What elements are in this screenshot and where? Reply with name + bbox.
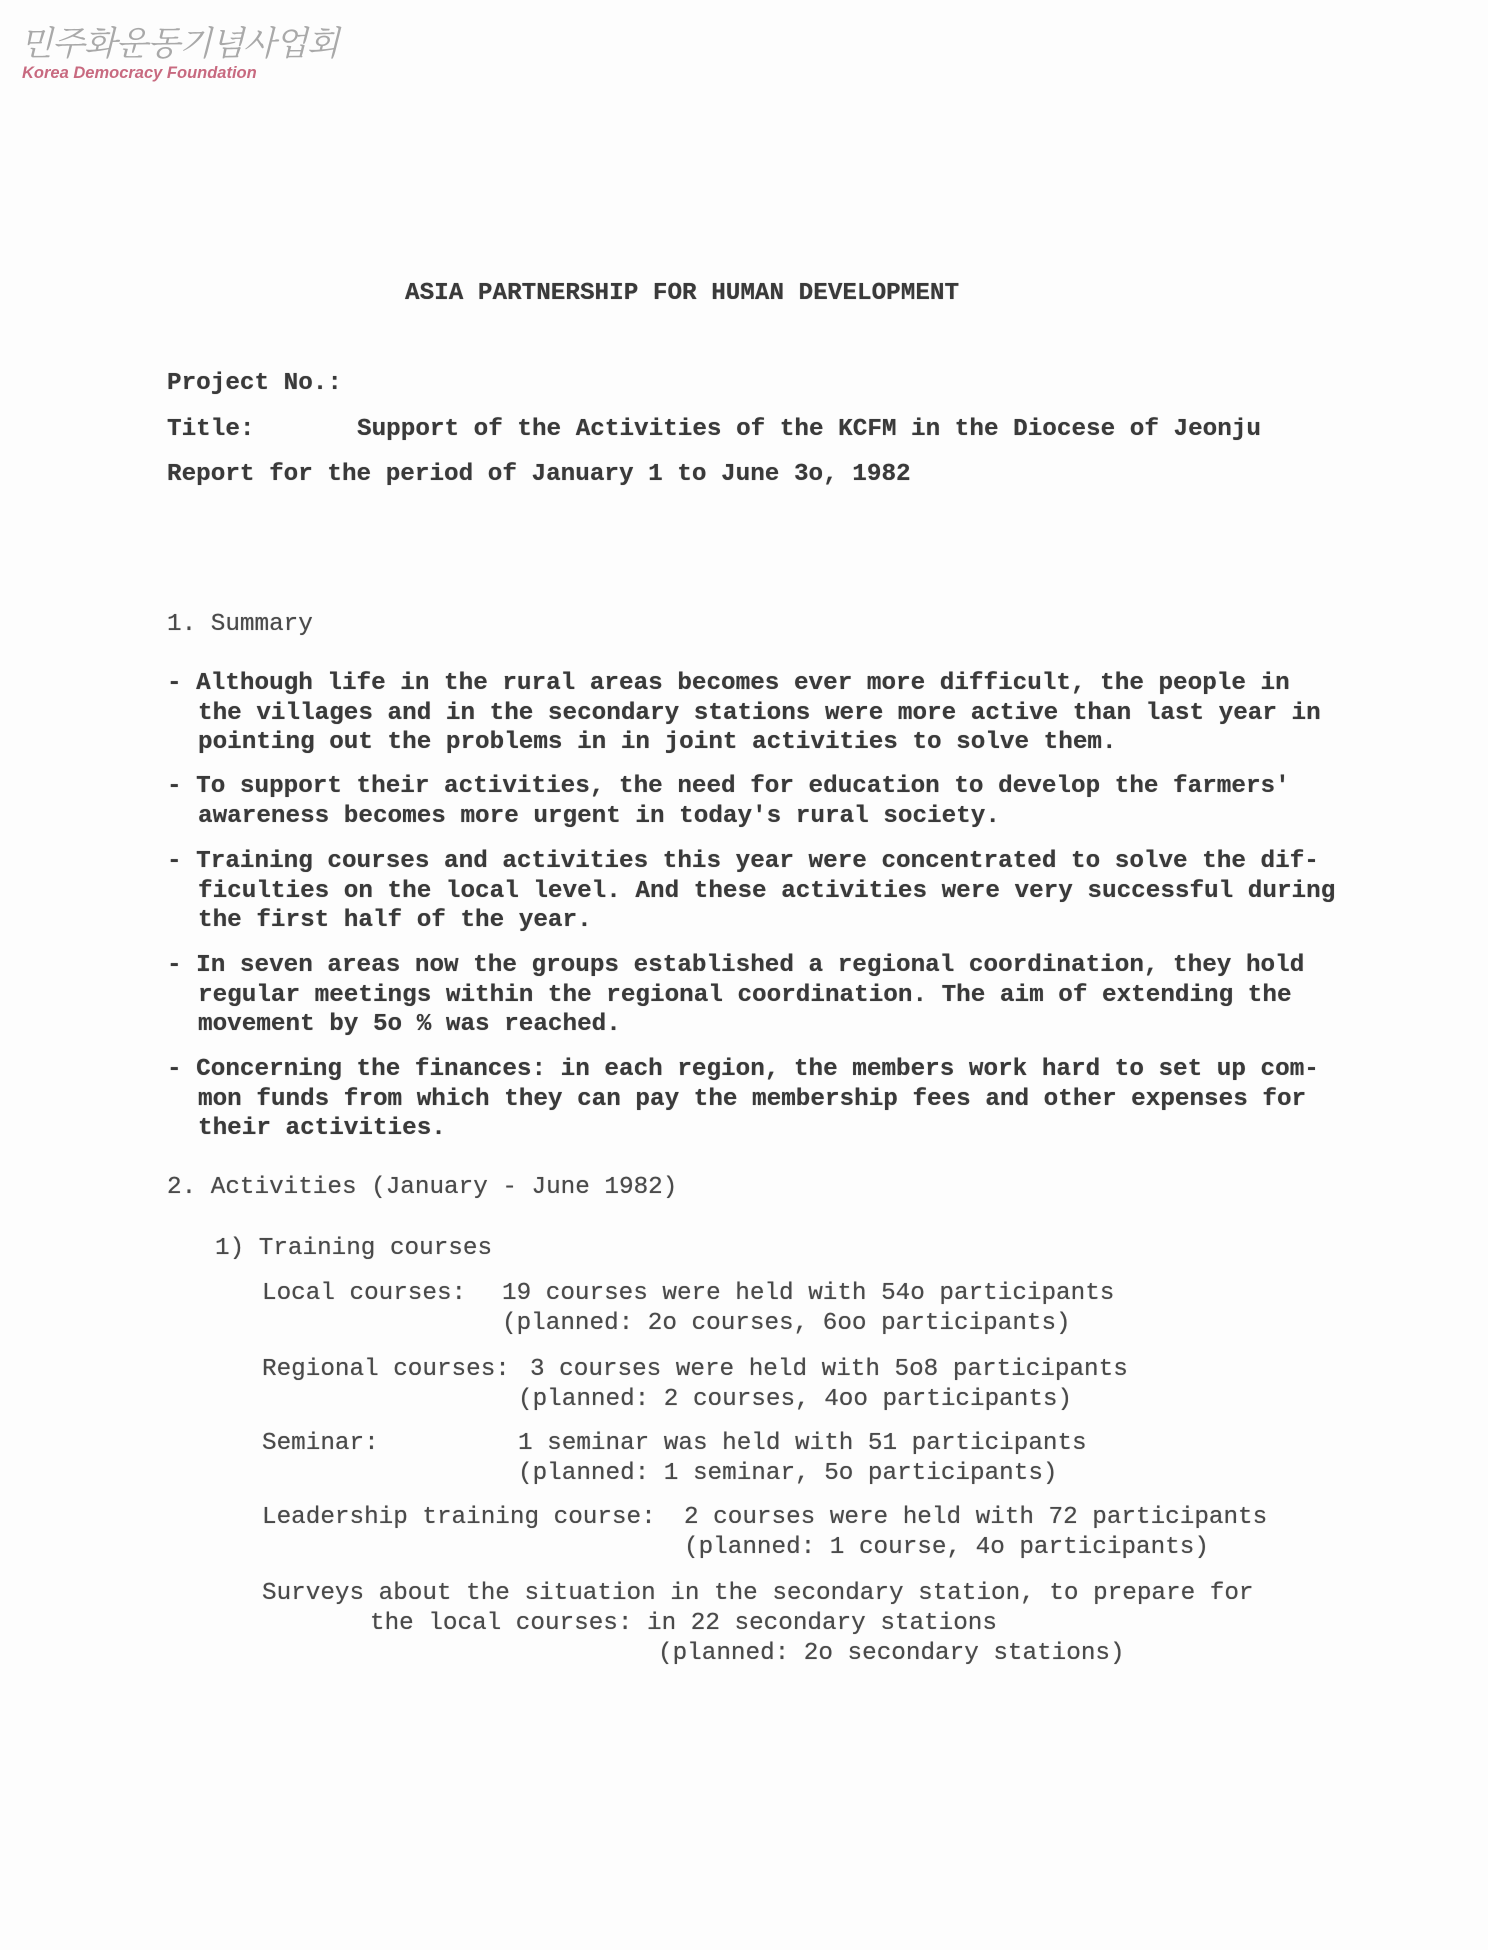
bullet-line: - In seven areas now the groups established a regional coordination, they hold bbox=[167, 952, 1305, 979]
course-actual: 3 courses were held with 5o8 participants bbox=[530, 1356, 1128, 1383]
section-heading-activities: 2. Activities (January - June 1982) bbox=[167, 1174, 678, 1201]
bullet-line: - Concerning the finances: in each region, the members work hard to set up com- bbox=[167, 1056, 1319, 1083]
course-planned: (planned: 1 course, 4o participants) bbox=[684, 1534, 1209, 1561]
bullet-line: awareness becomes more urgent in today's rural society. bbox=[198, 803, 1000, 830]
course-planned: (planned: 2 courses, 4oo participants) bbox=[518, 1386, 1073, 1413]
title-label: Title: bbox=[167, 416, 255, 443]
bullet-line: - Although life in the rural areas becomes ever more difficult, the people in bbox=[167, 670, 1290, 697]
bullet-line: their activities. bbox=[198, 1115, 446, 1142]
logo-english: Korea Democracy Foundation bbox=[22, 64, 257, 82]
course-planned: (planned: 1 seminar, 5o participants) bbox=[518, 1460, 1058, 1487]
bullet-line: mon funds from which they can pay the membership fees and other expenses for bbox=[198, 1086, 1307, 1113]
report-period: Report for the period of January 1 to June 3o, 1982 bbox=[167, 461, 911, 488]
section-heading-summary: 1. Summary bbox=[167, 611, 313, 638]
document-heading: ASIA PARTNERSHIP FOR HUMAN DEVELOPMENT bbox=[405, 280, 960, 307]
course-label: Leadership training course: bbox=[262, 1504, 656, 1531]
course-label: Local courses: bbox=[262, 1280, 467, 1307]
bullet-line: - To support their activities, the need for education to develop the farmers' bbox=[167, 773, 1290, 800]
bullet-line: pointing out the problems in in joint activities to solve them. bbox=[198, 729, 1117, 756]
course-actual: 2 courses were held with 72 participants bbox=[684, 1504, 1268, 1531]
project-no-label: Project No.: bbox=[167, 370, 342, 397]
survey-planned: (planned: 2o secondary stations) bbox=[658, 1640, 1125, 1667]
course-label: Regional courses: bbox=[262, 1356, 510, 1383]
bullet-line: ficulties on the local level. And these activities were very successful during bbox=[198, 878, 1336, 905]
survey-line: Surveys about the situation in the secondary station, to prepare for bbox=[262, 1580, 1254, 1607]
bullet-line: the villages and in the secondary stations were more active than last year in bbox=[198, 700, 1321, 727]
course-actual: 19 courses were held with 54o participants bbox=[502, 1280, 1115, 1307]
bullet-line: regular meetings within the regional coordination. The aim of extending the bbox=[198, 982, 1292, 1009]
title-value: Support of the Activities of the KCFM in the Diocese of Jeonju bbox=[357, 416, 1261, 443]
survey-line: the local courses: in 22 secondary stations bbox=[370, 1610, 997, 1637]
logo-korean: 민주화운동기념사업회 bbox=[20, 24, 339, 64]
course-label: Seminar: bbox=[262, 1430, 379, 1457]
course-actual: 1 seminar was held with 51 participants bbox=[518, 1430, 1087, 1457]
course-planned: (planned: 2o courses, 6oo participants) bbox=[502, 1310, 1071, 1337]
bullet-line: the first half of the year. bbox=[198, 907, 592, 934]
subsection-heading-training: 1) Training courses bbox=[215, 1235, 493, 1262]
bullet-line: - Training courses and activities this year were concentrated to solve the dif- bbox=[167, 848, 1319, 875]
bullet-line: movement by 5o % was reached. bbox=[198, 1011, 621, 1038]
